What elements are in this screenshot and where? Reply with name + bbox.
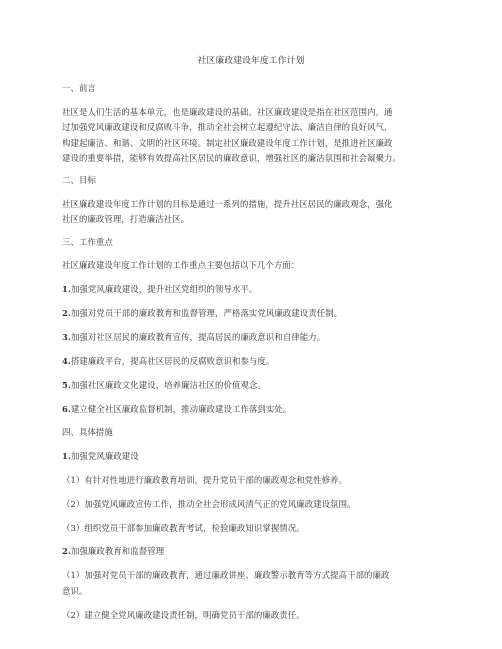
preface-line: 构建起廉洁、和谐、文明的社区环境。制定社区廉政建设年度工作计划，是推进社区廉政 — [62, 137, 393, 148]
focus-item-number: 6. — [62, 403, 71, 414]
measure-sub-line: （2）加强党风廉政宣传工作，推动全社会形成风清气正的党风廉政建设氛围。 — [62, 498, 356, 509]
measure-sub-item — [62, 568, 440, 599]
measure-group-title — [62, 449, 440, 464]
measure-sub-line: （1）有针对性地进行廉政教育培训，提升党员干部的廉政观念和党性修养。 — [62, 474, 348, 485]
focus-item — [62, 402, 440, 417]
measure-sub-item — [62, 473, 440, 488]
measure-sub-line: （3）组织党员干部参加廉政教育考试，检验廉政知识掌握情况。 — [62, 522, 305, 533]
goal-line: 社区廉政建设年度工作计划的目标是通过一系列的措施，提升社区居民的廉政观念，强化 — [62, 198, 393, 209]
focus-item-text: 加强社区廉政文化建设，培养廉洁社区的价值观念。 — [70, 379, 266, 390]
measure-sub-line: 意识。 — [62, 585, 88, 596]
goal-paragraph — [62, 197, 440, 228]
goal-line: 社区的廉政管理，打造廉洁社区。 — [62, 214, 190, 225]
preface-line: 建设的重要举措，能够有效提高社区居民的廉政意识，增强社区的廉洁氛围和社会凝聚力。 — [62, 153, 401, 164]
measure-sub-item — [62, 608, 440, 623]
document-title: 社区廉政建设年度工作计划 — [197, 56, 305, 66]
focus-item-text: 加强对党员干部的廉政教育和监督管理，严格落实党风廉政建设责任制。 — [70, 307, 343, 318]
section-heading-goal: 二、目标 — [62, 175, 96, 186]
focus-item — [62, 282, 440, 297]
focus-item-number: 3. — [62, 331, 71, 342]
focus-item-text: 建立健全社区廉政监督机制，推动廉政建设工作落到实处。 — [70, 403, 292, 414]
focus-item — [62, 306, 440, 321]
focus-item — [62, 354, 440, 369]
focus-item-text: 搭建廉政平台，提高社区居民的反腐败意识和参与度。 — [70, 355, 275, 366]
section-heading-measures: 四、具体措施 — [62, 427, 113, 438]
focus-item-number: 4. — [62, 355, 71, 366]
focus-item-text: 加强对社区居民的廉政教育宣传，提高居民的廉政意识和自律能力。 — [70, 331, 326, 342]
section-heading-preface: 一、前言 — [62, 83, 96, 94]
document-body — [62, 54, 440, 632]
measure-sub-item — [62, 521, 440, 536]
measure-group-text: 加强党风廉政建设 — [70, 450, 139, 461]
focus-item-number: 2. — [62, 307, 71, 318]
preface-line: 社区是人们生活的基本单元，也是廉政建设的基础。社区廉政建设是指在社区范围内，通 — [62, 106, 393, 117]
measure-sub-item — [62, 497, 440, 512]
focus-item-number: 5. — [62, 379, 71, 390]
focus-item-text: 加强党风廉政建设，提升社区党组织的领导水平。 — [70, 283, 258, 294]
measure-group-text: 加强廉政教育和监督管理 — [70, 546, 165, 557]
focus-item — [62, 378, 440, 393]
focus-item — [62, 330, 440, 345]
measure-group-number: 2. — [62, 546, 71, 557]
measure-sub-line: （1）加强对党员干部的廉政教育，通过廉政讲座、廉政警示教育等方式提高干部的廉政 — [62, 570, 390, 581]
preface-paragraph — [62, 105, 440, 167]
focus-intro: 社区廉政建设年度工作计划的工作重点主要包括以下几个方面： — [62, 260, 300, 271]
measure-sub-line: （2）建立健全党风廉政建设责任制，明确党员干部的廉政责任。 — [62, 609, 305, 620]
section-heading-focus: 三、工作重点 — [62, 236, 113, 247]
measure-group-title — [62, 544, 440, 559]
measure-group-number: 1. — [62, 450, 71, 461]
preface-line: 过加强党风廉政建设和反腐败斗争，推动全社会树立起遵纪守法、廉洁自律的良好风气， — [62, 122, 393, 133]
focus-item-number: 1. — [62, 283, 71, 294]
